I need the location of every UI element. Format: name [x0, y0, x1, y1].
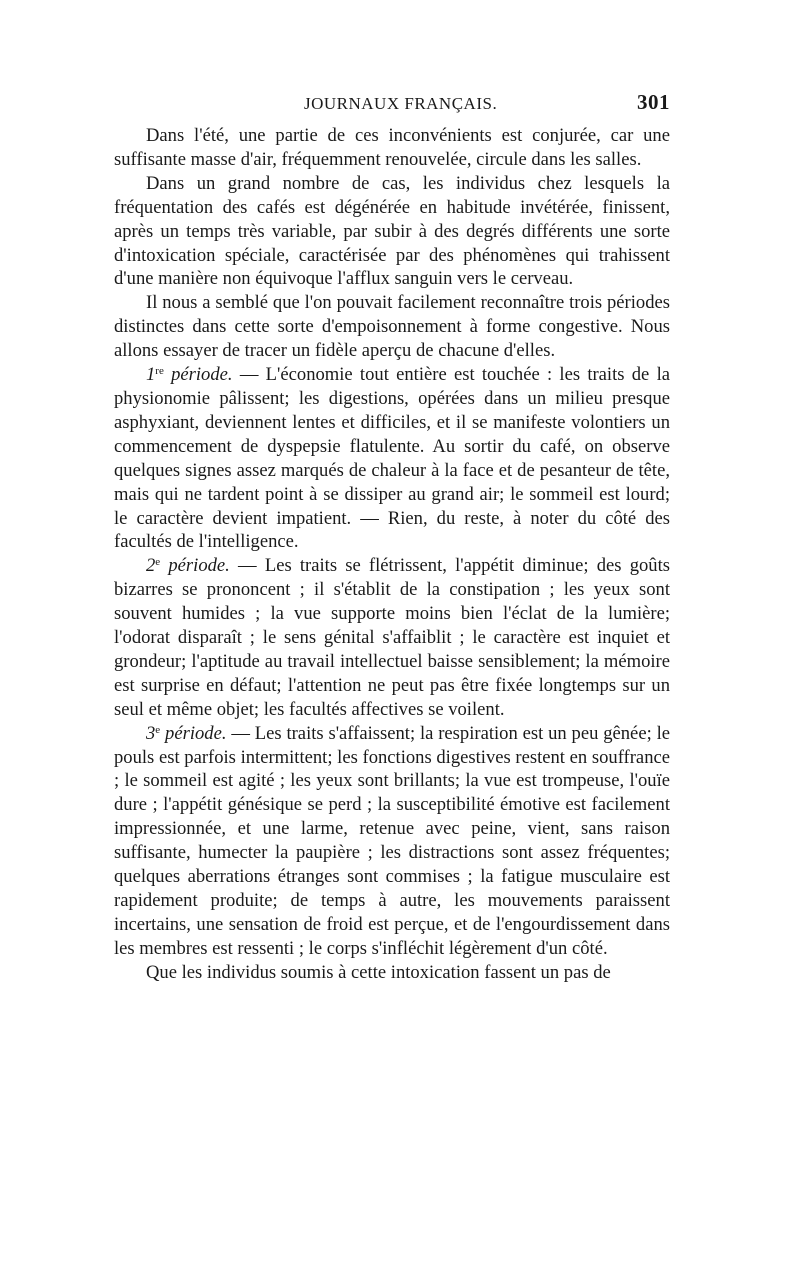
period-ordinal: e — [155, 556, 161, 569]
paragraph-text: — Les traits se flétrissent, l'appétit diminue; des goûts bizarres se prononcent ; il s'établit de la constipation ; les yeux sont souvent humides ; la vue supporte moins bien l'éclat de la lumière; l'odorat disparaît ; le sens génital s'affaiblit ; le caractère est inquiet et grondeur; l'aptitude au travail intellectuel baisse sensiblement; la mémoire est surprise en défaut; l'attention ne peut pas être fixée longtemps sur un seul et même objet; les facultés affectives se voilent. — [114, 555, 670, 720]
period-word: période. — [160, 555, 230, 577]
paragraph-habitual-intoxication — [114, 172, 670, 292]
period-ordinal: e — [155, 723, 161, 736]
period-number: 3 — [146, 722, 156, 744]
paragraph-text: Il nous a semblé que l'on pouvait facilement reconnaître trois périodes distinctes dans cette sorte d'empoisonnement à forme congestive. Nous allons essayer de tracer un fidèle aperçu de chacune d'elles. — [114, 292, 670, 362]
period-label — [146, 555, 230, 576]
paragraph-third-period — [114, 722, 670, 961]
paragraph-text: Dans un grand nombre de cas, les individus chez lesquels la fréquentation des cafés est dégénérée en habitude invétérée, finissent, après un temps très variable, par subir à des degrés différents une sorte d'intoxication spéciale, caractérisée par des phénomènes qui trahissent d'une manière non équivoque l'afflux sanguin vers le cerveau. — [114, 172, 670, 290]
period-word: période. — [163, 364, 233, 386]
period-label — [146, 364, 233, 385]
paragraph-first-period — [114, 363, 670, 554]
page-number: 301 — [637, 90, 670, 114]
paragraph-summer-ventilation — [114, 124, 670, 172]
period-label — [146, 723, 226, 744]
period-number: 2 — [146, 555, 156, 577]
paragraph-text: Que les individus soumis à cette intoxication fassent un pas de — [146, 961, 611, 983]
paragraph-text: — L'économie tout entière est touchée : les traits de la physionomie pâlissent; les digestions, opérées dans un milieu presque asphyxiant, deviennent lentes et difficiles, et il se manifeste volontiers un commencement de dyspepsie flatulente. Au sortir du café, on observe quelques signes assez marqués de chaleur à la face et de pesanteur de tête, mais qui ne tardent point à se dissiper au grand air; le sommeil est lourd; le caractère devient impatient. — Rien, du reste, à noter du côté des facultés de l'intelligence. — [114, 364, 670, 553]
period-ordinal: re — [155, 365, 164, 378]
body-text — [114, 124, 670, 985]
paragraph-text: — Les traits s'affaissent; la respiration est un peu gênée; le pouls est parfois intermittent; les fonctions digestives restent en souffrance ; le sommeil est agité ; les yeux sont brillants; la vue est trompeuse, l'ouïe dure ; l'appétit génésique se perd ; la susceptibilité émotive est facilement impressionnée, et une larme, retenue avec peine, vient, sans raison suffisante, humecter la paupière ; les distractions sont assez fréquentes; quelques aberrations étranges sont commises ; la fatigue musculaire est rapidement produite; de temps à autre, les mouvements paraissent incertains, une sensation de froid est perçue, et de l'engourdissement dans les membres est ressenti ; le corps s'infléchit légèrement d'un côté. — [114, 722, 670, 959]
period-word: période. — [160, 722, 227, 744]
paragraph-continuation — [114, 961, 670, 985]
period-number: 1 — [146, 364, 156, 386]
page-header — [114, 88, 670, 124]
paragraph-text: Dans l'été, une partie de ces inconvénients est conjurée, car une suffisante masse d'air, fréquemment renouvelée, circule dans les salles. — [114, 125, 670, 170]
running-head: JOURNAUX FRANÇAIS. — [304, 94, 498, 113]
paragraph-three-periods — [114, 291, 670, 363]
paragraph-second-period — [114, 554, 670, 721]
book-page — [114, 88, 670, 985]
